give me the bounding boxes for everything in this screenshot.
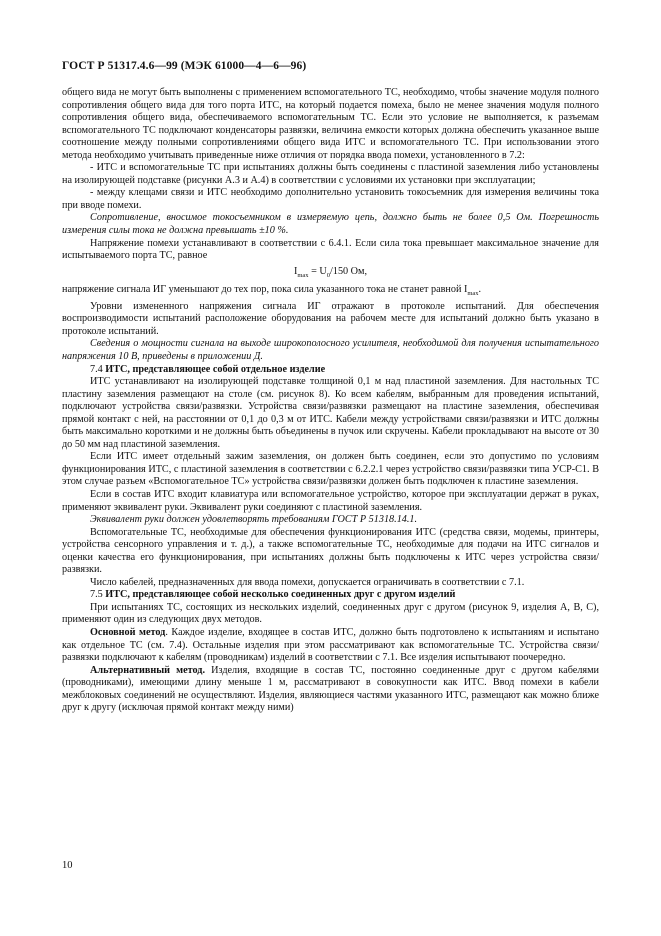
paragraph-7-4-keyboard: Если в состав ИТС входит клавиатура или вспомогательное устройство, которое при эксплуатации держат в руках, применяют эквивалент руки. Эквивалент руки соединяют с пластиной заземления. — [62, 489, 599, 513]
section-7-4-number: 7.4 — [90, 363, 106, 375]
formula-u-sub: 0 — [326, 271, 331, 279]
section-7-5-number: 7.5 — [90, 589, 106, 601]
alt-method-label: Альтернативный метод. — [90, 664, 205, 676]
formula-rhs: /150 Ом, — [330, 265, 368, 277]
paragraph-7-5-alt-method — [62, 665, 599, 715]
paragraph-7-4-ground: Если ИТС имеет отдельный зажим заземления, он должен быть соединен, если это допустимо по условиям функционирования ИТС, с пластиной заземления в соответствии с 6.2.2.1 через устройство связи/развязки типа УСР-С1. В этом случае разъем «Вспомогательное ТС» устройства связи/развязки должен быть подключен к пластине заземления. — [62, 451, 599, 488]
paragraph-reduce-voltage-sub: max — [467, 290, 479, 298]
paragraph-list-item-2: - между клещами связи и ИТС необходимо дополнительно установить токосъемник для измерения величины тока при вводе помехи. — [62, 187, 599, 211]
paragraph-7-4-hand-note: Эквивалент руки должен удовлетворять требованиям ГОСТ Р 51318.14.1. — [90, 514, 418, 526]
section-7-5-title: ИТС, представляющее собой несколько соединенных друг с другом изделий — [105, 589, 456, 601]
paragraph-reduce-voltage-text: напряжение сигнала ИГ уменьшают до тех пор, пока сила указанного тока не станет равной I — [62, 284, 468, 296]
paragraph-7-5-intro: При испытаниях ТС, состоящих из нескольких изделий, соединенных друг с другом (рисунок 9, изделия А, В, С), применяют один из следующих двух методов. — [62, 601, 599, 626]
paragraph-note-resistance: Сопротивление, вносимое токосъемником в измеряемую цепь, должно быть не более 0,5 Ом. Погрешность измерения силы тока не должна превышать ±10 %. — [62, 212, 599, 237]
page-number: 10 — [62, 860, 73, 871]
formula-lhs-sub: max — [297, 271, 309, 279]
paragraph-reduce-voltage-end: . — [478, 284, 482, 296]
paragraph-7-5-main-method — [62, 627, 599, 665]
paragraph-note-power: Сведения о мощности сигнала на выходе широкополосного усилителя, необходимой для получения испытательного напряжения 10 В, приведены в приложении Д. — [62, 338, 599, 362]
formula-lhs: I — [293, 265, 298, 277]
section-7-5-heading — [62, 589, 599, 602]
paragraph-levels: Уровни измененного напряжения сигнала ИГ отражают в протоколе испытаний. Для обеспечения воспроизводимости испытаний расположение оборудования на рабочем месте для испытаний должно быть указано в протоколе испытаний. — [62, 300, 599, 337]
alt-method-text: Изделия, входящие в состав ТС, постоянно соединенные друг с другом кабелями (проводниками), имеющими длину меньше 1 м, рассматривают в совокупности как ИТС. Ввод помехи в кабели межблоковых соединений не осуществляют. Изделия, являющиеся частями указанного ИТС, размещают как можно ближе друг к другу (исключая прямой контакт между ними) — [62, 664, 599, 714]
document-page — [62, 60, 599, 715]
paragraph-reduce-voltage — [62, 284, 599, 301]
document-header: ГОСТ Р 51317.4.6—99 (МЭК 61000—4—6—96) — [62, 60, 307, 72]
paragraph-continuation: общего вида не могут быть выполнены с применением вспомогательного ТС, необходимо, чтобы значение модуля полного сопротивления общего вида для того порта ИТС, на который подается помеха, было не менее значения модуля полного сопротивления общего вида, обеспечиваемого вспомогательным ТС. Если это условие не выполняется, к разъемам вспомогательного ТС подключают конденсаторы развязки, величина емкости которых должна обеспечить указанное выше соотношение между полными сопротивлениями общего вида ИТС и вспомогательного ТС. При использовании этого метода необходимо учитывать приведенные ниже отличия от порядка ввода помехи, установленного в 7.2: — [62, 87, 599, 161]
formula-eq: = U — [308, 265, 327, 277]
paragraph-7-4-setup: ИТС устанавливают на изолирующей подставке толщиной 0,1 м над пластиной заземления. Для настольных ТС пластину заземления размещают на столе (см. рисунок 8). Ко всем кабелям, выбранным для проведения испытаний, подключают устройства связи/развязки. Устройства связи/развязки размещают на пластине заземления, обеспечивая прямой контакт с ней, на расстоянии от 0,1 до 0,3 м от ИТС. Кабели между устройствами связи/развязки и ИТС должны быть максимально короткими и не должны быть объединены в пучок или скручены. Кабели прокладывают на высоте от 30 до 50 мм над пластиной заземления. — [62, 376, 599, 450]
main-method-label: Основной метод — [90, 627, 166, 639]
paragraph-list-item-1: - ИТС и вспомогательные ТС при испытаниях должны быть соединены с пластиной заземления либо установлены на изолирующей подставке (рисунки А.3 и А.4) в соответствии с условиями их установки при эксплуатации; — [62, 162, 599, 186]
section-7-4-title: ИТС, представляющее собой отдельное изделие — [105, 363, 326, 375]
formula-imax — [62, 266, 599, 283]
paragraph-noise-voltage: Напряжение помехи устанавливают в соответствии с 6.4.1. Если сила тока превышает максимальное значение для испытываемого порта ТС, равное — [62, 237, 599, 262]
paragraph-7-4-cables: Число кабелей, предназначенных для ввода помехи, допускается ограничивать в соответствии с 7.1. — [90, 576, 525, 588]
section-7-4-heading — [62, 364, 599, 377]
paragraph-7-4-auxiliary: Вспомогательные ТС, необходимые для обеспечения функционирования ИТС (средства связи, модемы, принтеры, устройства сенсорного управления и т. д.), а также вспомогательные ТС, необходимые для подачи на ИТС сигналов и оценки качества его функционирования, при испытаниях должны быть подключены к ИТС через устройства связи/развязки. — [62, 526, 599, 576]
document-body — [62, 87, 599, 715]
main-method-text: . Каждое изделие, входящее в состав ИТС, должно быть подготовлено к испытаниям и испытано как отдельное ТС (см. 7.4). Остальные изделия при этом рассматривают как вспомогательные ТС. Устройства связи/развязки подключают к кабелям (проводникам) изделий в соответствии с 7.1. Все изделия испытывают поочередно. — [62, 627, 599, 664]
